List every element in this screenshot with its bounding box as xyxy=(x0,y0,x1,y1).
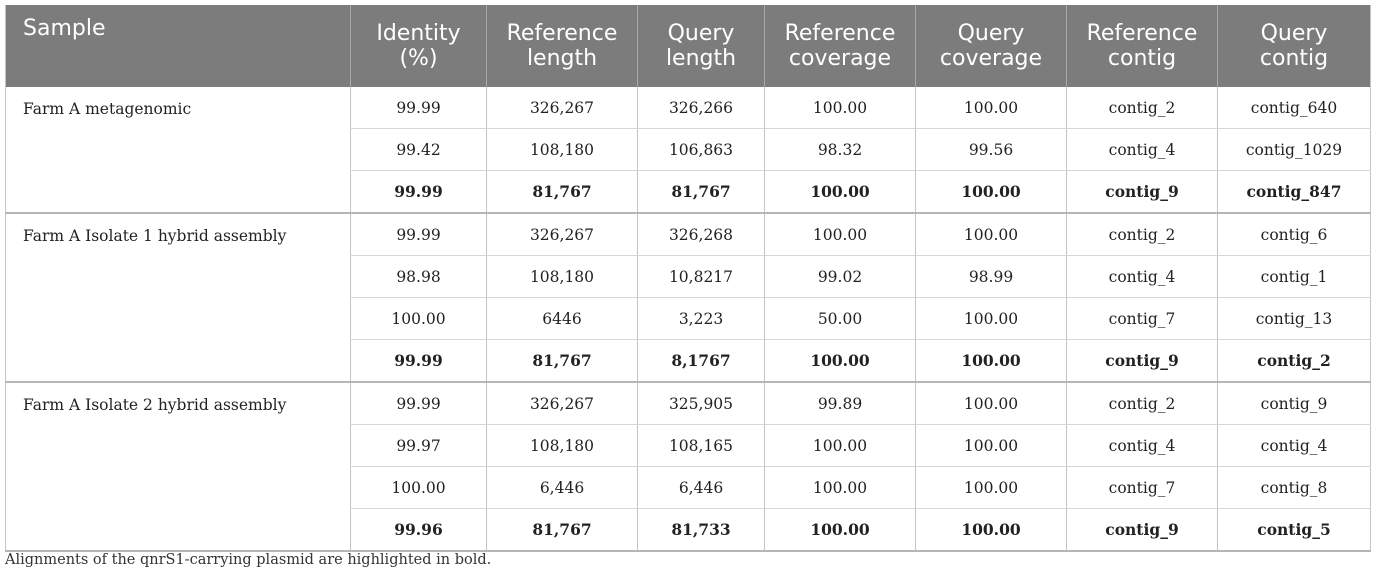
query-coverage-cell: 100.00 xyxy=(916,467,1067,509)
table-header xyxy=(6,5,1371,87)
reference-length-cell: 108,180 xyxy=(487,256,638,298)
query-contig-cell: contig_1029 xyxy=(1218,129,1371,171)
reference-coverage-cell: 100.00 xyxy=(765,425,916,467)
query-length-cell: 6,446 xyxy=(638,467,765,509)
reference-contig-cell: contig_4 xyxy=(1067,425,1218,467)
query-contig-cell: contig_13 xyxy=(1218,298,1371,340)
query-length-cell: 8,1767 xyxy=(638,340,765,383)
query-coverage-cell: 100.00 xyxy=(916,340,1067,383)
reference-coverage-cell: 50.00 xyxy=(765,298,916,340)
header-reference-length: Reference length xyxy=(487,5,638,87)
query-contig-cell: contig_2 xyxy=(1218,340,1371,383)
reference-length-cell: 108,180 xyxy=(487,129,638,171)
table-body xyxy=(6,87,1371,551)
reference-contig-cell: contig_2 xyxy=(1067,87,1218,129)
table-row xyxy=(6,87,1371,129)
table-footnote: Alignments of the qnrS1-carrying plasmid are highlighted in bold. xyxy=(5,552,492,568)
reference-coverage-cell: 98.32 xyxy=(765,129,916,171)
reference-coverage-cell: 99.02 xyxy=(765,256,916,298)
header-reference-contig: Reference contig xyxy=(1067,5,1218,87)
query-length-cell: 10,8217 xyxy=(638,256,765,298)
query-length-cell: 325,905 xyxy=(638,382,765,425)
query-contig-cell: contig_4 xyxy=(1218,425,1371,467)
reference-length-cell: 326,267 xyxy=(487,382,638,425)
identity-cell: 99.99 xyxy=(351,171,487,214)
reference-contig-cell: contig_7 xyxy=(1067,298,1218,340)
header-identity: Identity (%) xyxy=(351,5,487,87)
table-row xyxy=(6,382,1371,425)
query-length-cell: 81,767 xyxy=(638,171,765,214)
reference-contig-cell: contig_7 xyxy=(1067,467,1218,509)
identity-cell: 100.00 xyxy=(351,467,487,509)
identity-cell: 99.96 xyxy=(351,509,487,552)
reference-contig-cell: contig_4 xyxy=(1067,256,1218,298)
identity-cell: 99.99 xyxy=(351,87,487,129)
query-length-cell: 326,266 xyxy=(638,87,765,129)
reference-contig-cell: contig_9 xyxy=(1067,171,1218,214)
reference-coverage-cell: 100.00 xyxy=(765,213,916,256)
query-length-cell: 326,268 xyxy=(638,213,765,256)
reference-length-cell: 81,767 xyxy=(487,509,638,552)
query-coverage-cell: 100.00 xyxy=(916,171,1067,214)
identity-cell: 100.00 xyxy=(351,298,487,340)
reference-coverage-cell: 100.00 xyxy=(765,509,916,552)
identity-cell: 99.99 xyxy=(351,340,487,383)
query-coverage-cell: 100.00 xyxy=(916,425,1067,467)
reference-coverage-cell: 100.00 xyxy=(765,340,916,383)
reference-contig-cell: contig_9 xyxy=(1067,340,1218,383)
results-table xyxy=(5,5,1371,552)
query-coverage-cell: 100.00 xyxy=(916,87,1067,129)
header-row xyxy=(6,5,1371,87)
query-contig-cell: contig_6 xyxy=(1218,213,1371,256)
query-contig-cell: contig_1 xyxy=(1218,256,1371,298)
reference-coverage-cell: 100.00 xyxy=(765,87,916,129)
query-contig-cell: contig_8 xyxy=(1218,467,1371,509)
reference-length-cell: 6,446 xyxy=(487,467,638,509)
header-sample: Sample xyxy=(6,5,351,87)
query-contig-cell: contig_5 xyxy=(1218,509,1371,552)
query-coverage-cell: 100.00 xyxy=(916,509,1067,552)
table-row xyxy=(6,213,1371,256)
identity-cell: 99.42 xyxy=(351,129,487,171)
reference-contig-cell: contig_4 xyxy=(1067,129,1218,171)
reference-coverage-cell: 100.00 xyxy=(765,171,916,214)
query-length-cell: 108,165 xyxy=(638,425,765,467)
header-query-coverage: Query coverage xyxy=(916,5,1067,87)
reference-coverage-cell: 100.00 xyxy=(765,467,916,509)
query-contig-cell: contig_847 xyxy=(1218,171,1371,214)
reference-length-cell: 81,767 xyxy=(487,340,638,383)
query-contig-cell: contig_640 xyxy=(1218,87,1371,129)
identity-cell: 99.99 xyxy=(351,213,487,256)
identity-cell: 98.98 xyxy=(351,256,487,298)
reference-coverage-cell: 99.89 xyxy=(765,382,916,425)
query-coverage-cell: 100.00 xyxy=(916,298,1067,340)
reference-contig-cell: contig_2 xyxy=(1067,382,1218,425)
header-query-length: Query length xyxy=(638,5,765,87)
query-coverage-cell: 99.56 xyxy=(916,129,1067,171)
query-length-cell: 81,733 xyxy=(638,509,765,552)
header-reference-coverage: Reference coverage xyxy=(765,5,916,87)
reference-length-cell: 326,267 xyxy=(487,213,638,256)
query-length-cell: 106,863 xyxy=(638,129,765,171)
query-coverage-cell: 100.00 xyxy=(916,213,1067,256)
identity-cell: 99.97 xyxy=(351,425,487,467)
query-length-cell: 3,223 xyxy=(638,298,765,340)
query-contig-cell: contig_9 xyxy=(1218,382,1371,425)
reference-contig-cell: contig_2 xyxy=(1067,213,1218,256)
sample-cell: Farm A metagenomic xyxy=(6,87,351,213)
sample-cell: Farm A Isolate 1 hybrid assembly xyxy=(6,213,351,382)
query-coverage-cell: 100.00 xyxy=(916,382,1067,425)
reference-length-cell: 6446 xyxy=(487,298,638,340)
sample-cell: Farm A Isolate 2 hybrid assembly xyxy=(6,382,351,551)
reference-length-cell: 326,267 xyxy=(487,87,638,129)
reference-length-cell: 81,767 xyxy=(487,171,638,214)
identity-cell: 99.99 xyxy=(351,382,487,425)
reference-length-cell: 108,180 xyxy=(487,425,638,467)
header-query-contig: Query contig xyxy=(1218,5,1371,87)
reference-contig-cell: contig_9 xyxy=(1067,509,1218,552)
query-coverage-cell: 98.99 xyxy=(916,256,1067,298)
